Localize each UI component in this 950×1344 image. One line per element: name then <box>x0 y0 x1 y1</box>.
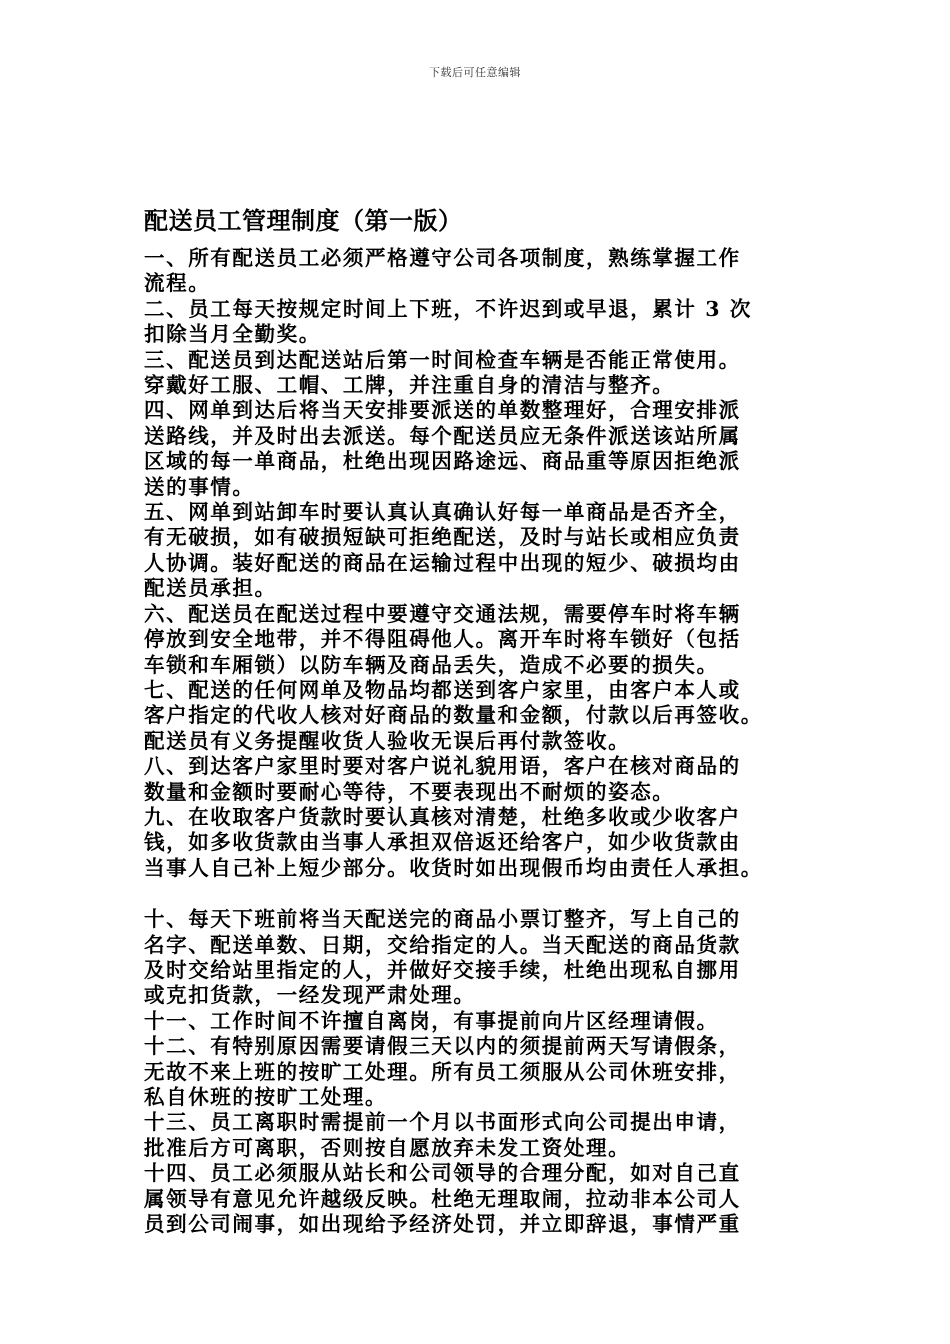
text-line: 停放到安全地带，并不得阻碍他人。离开车时将车锁好（包括 <box>144 627 741 652</box>
paragraph-rule-13 <box>144 1110 834 1161</box>
document-title: 配送员工管理制度（第一版） <box>144 206 463 235</box>
text-line: 及时交给站里指定的人，并做好交接手续，杜绝出现私自挪用 <box>144 957 741 982</box>
text-line: 有无破损，如有破损短缺可拒绝配送，及时与站长或相应负责 <box>144 525 741 550</box>
text-line: 人协调。装好配送的商品在运输过程中出现的短少、破损均由 <box>144 550 741 575</box>
text-line: 区域的每一单商品，杜绝出现因路途远、商品重等原因拒绝派 <box>144 449 741 474</box>
paragraph-rule-7 <box>144 678 834 754</box>
text-line: 送路线，并及时出去派送。每个配送员应无条件派送该站所属 <box>144 423 741 448</box>
text-line: 四、网单到达后将当天安排要派送的单数整理好，合理安排派 <box>144 398 741 423</box>
text-line: 员到公司闹事，如出现给予经济处罚，并立即辞退，事情严重 <box>144 1212 741 1237</box>
text-line: 车锁和车厢锁）以防车辆及商品丢失，造成不必要的损失。 <box>144 652 719 677</box>
text-line: 名字、配送单数、日期，交给指定的人。当天配送的商品货款 <box>144 932 741 957</box>
text-line: 一、所有配送员工必须严格遵守公司各项制度，熟练掌握工作 <box>144 246 741 270</box>
paragraph-rule-5 <box>144 500 834 602</box>
text-line: 私自休班的按旷工处理。 <box>144 1085 388 1109</box>
text-line: 客户指定的代收人核对好商品的数量和金额，付款以后再签收。 <box>144 703 763 728</box>
paragraph-rule-12 <box>144 1034 834 1110</box>
text-line: 十一、工作时间不许擅自离岗，有事提前向片区经理请假。 <box>144 1008 719 1033</box>
text-line: 属领导有意见允许越级反映。杜绝无理取闹，拉动非本公司人 <box>144 1186 741 1211</box>
text-line: 六、配送员在配送过程中要遵守交通法规，需要停车时将车辆 <box>144 601 741 626</box>
text-line: 送的事情。 <box>144 474 255 499</box>
paragraph-rule-10 <box>144 907 834 1009</box>
text-line: 十二、有特别原因需要请假三天以内的须提前两天写请假条， <box>144 1034 741 1059</box>
page-header-note: 下载后可任意编辑 <box>429 66 521 79</box>
text-line: 扣除当月全勤奖。 <box>144 322 321 347</box>
text-line: 八、到达客户家里时要对客户说礼貌用语，客户在核对商品的 <box>144 754 741 779</box>
text-line: 十四、员工必须服从站长和公司领导的合理分配，如对自己直 <box>144 1161 741 1186</box>
paragraph-rule-3 <box>144 348 834 399</box>
paragraph-spacer <box>144 881 834 907</box>
text-line: 当事人自己补上短少部分。收货时如出现假币均由责任人承担。 <box>144 855 763 880</box>
text-line: 无故不来上班的按旷工处理。所有员工须服从公司休班安排， <box>144 1059 741 1084</box>
text-line: 批准后方可离职，否则按自愿放弃未发工资处理。 <box>144 1135 631 1160</box>
paragraph-rule-6 <box>144 602 834 678</box>
text-line: 流程。 <box>144 271 211 296</box>
paragraph-rule-2 <box>144 297 834 348</box>
text-line: 九、在收取客户货款时要认真核对清楚，杜绝多收或少收客户 <box>144 804 741 829</box>
text-line: 十三、员工离职时需提前一个月以书面形式向公司提出申请， <box>144 1110 741 1135</box>
document-body <box>144 246 834 1237</box>
paragraph-rule-1 <box>144 246 834 297</box>
text-line: 数量和金额时要耐心等待，不要表现出不耐烦的姿态。 <box>144 779 675 804</box>
text-line: 十、每天下班前将当天配送完的商品小票订整齐，写上自己的 <box>144 907 741 932</box>
text-line: 五、网单到站卸车时要认真认真确认好每一单商品是否齐全， <box>144 500 741 525</box>
text-line: 钱，如多收货款由当事人承担双倍返还给客户，如少收货款由 <box>144 830 741 855</box>
text-line: 穿戴好工服、工帽、工牌，并注重自身的清洁与整齐。 <box>144 373 675 398</box>
text-line: 二、员工每天按规定时间上下班，不许迟到或早退，累计 3 次 <box>144 296 752 321</box>
text-line: 配送员承担。 <box>144 576 277 601</box>
paragraph-rule-4 <box>144 398 834 500</box>
text-line: 三、配送员到达配送站后第一时间检查车辆是否能正常使用。 <box>144 347 741 372</box>
paragraph-rule-14 <box>144 1161 834 1237</box>
paragraph-rule-11 <box>144 1009 834 1034</box>
text-line: 七、配送的任何网单及物品均都送到客户家里，由客户本人或 <box>144 677 741 702</box>
paragraph-rule-9 <box>144 805 834 881</box>
paragraph-rule-8 <box>144 754 834 805</box>
text-line: 配送员有义务提醒收货人验收无误后再付款签收。 <box>144 728 631 753</box>
text-line: 或克扣货款，一经发现严肃处理。 <box>144 983 476 1008</box>
